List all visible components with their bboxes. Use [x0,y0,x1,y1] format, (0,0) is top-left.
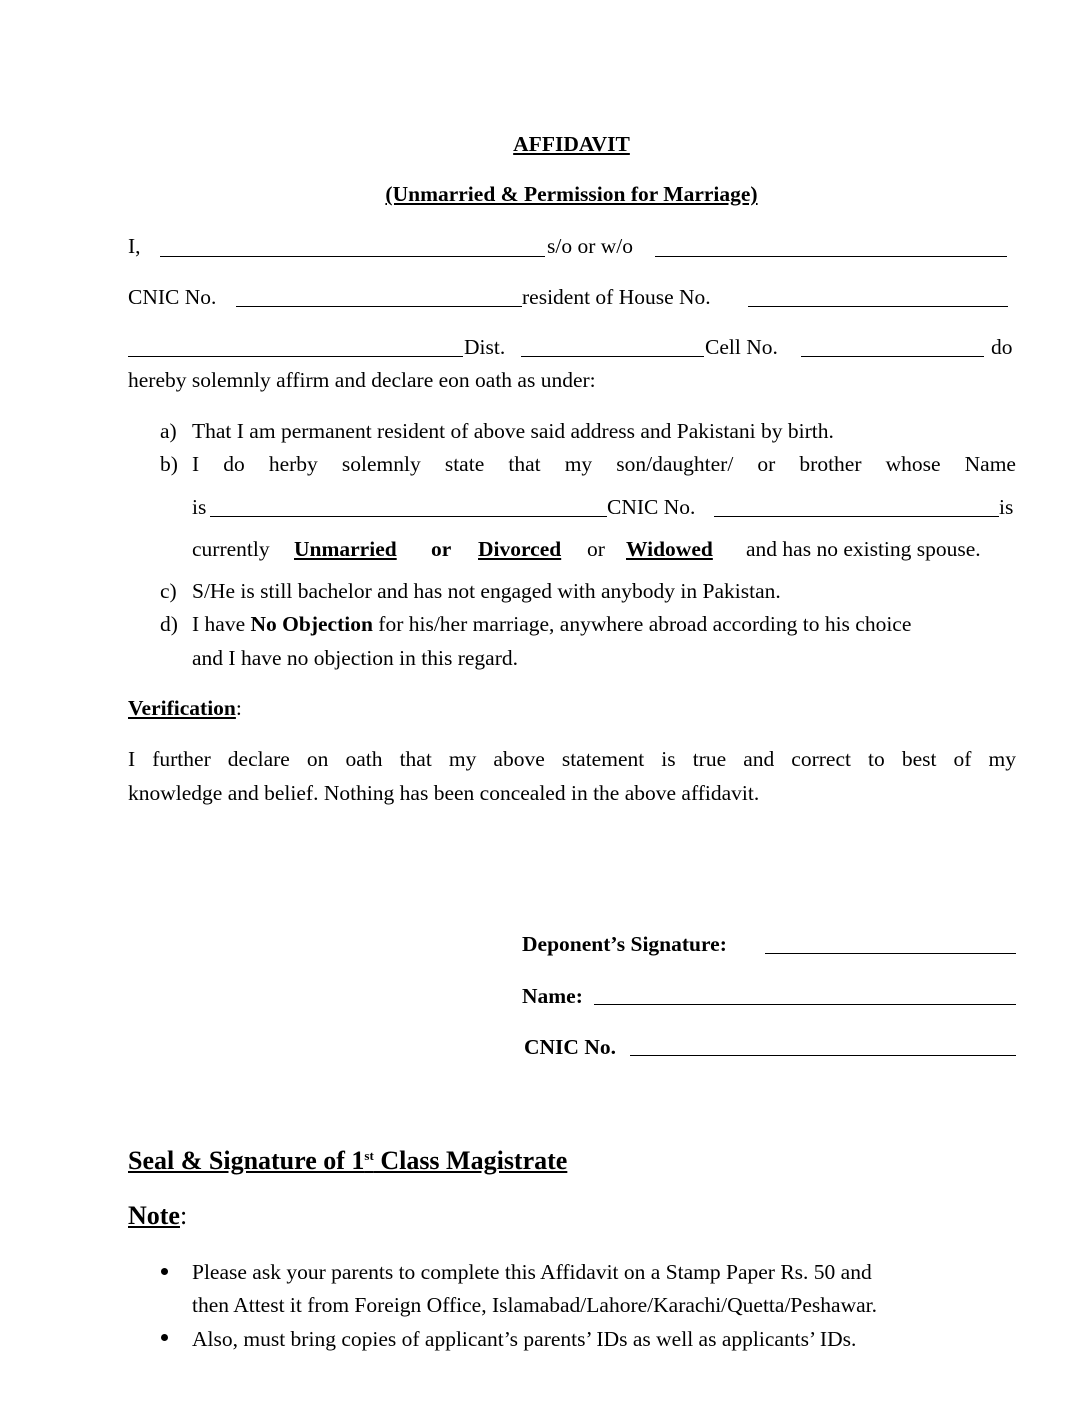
clause-b-word: do [223,452,245,476]
clause-b-is-label-2: is [999,495,1014,519]
verification-heading: Verification [128,696,236,720]
clause-b-word: whose [885,452,941,476]
oath-text: hereby solemnly affirm and declare eon oath as under: [128,368,596,392]
cell-no-blank[interactable] [801,356,984,357]
clause-b-word: my [564,452,593,476]
clause-b-word: son/daughter/ [616,452,734,476]
cnic-label: CNIC No. [128,285,217,309]
bullet-icon [161,1268,168,1275]
note-heading-wrap [128,1201,187,1231]
clause-b-cnic-label: CNIC No. [607,495,696,519]
cell-label: Cell No. [705,335,778,359]
clause-b-currently: currently [192,537,270,561]
name-blank[interactable] [160,256,545,257]
i-label: I, [128,234,141,258]
signature-cnic-label: CNIC No. [524,1035,616,1059]
child-name-blank[interactable] [210,516,607,517]
note-heading: Note [128,1201,180,1230]
clause-d-bold: No Objection [250,612,373,636]
house-no-blank[interactable] [748,306,1008,307]
magistrate-post: Class Magistrate [373,1146,568,1175]
document-subtitle: (Unmarried & Permission for Marriage) [385,182,758,206]
do-label: do [991,335,1013,359]
father-husband-name-blank[interactable] [655,256,1007,257]
verification-line1: I further declare on oath that my above statement is true and correct to best of my [128,747,1016,771]
clause-b-word: I [192,452,200,476]
child-cnic-blank[interactable] [714,516,999,517]
signature-name-blank[interactable] [594,1004,1016,1005]
clause-c-marker: c) [160,579,177,603]
dist-label: Dist. [464,335,506,359]
magistrate-heading [128,1146,567,1176]
resident-label: resident of House No. [522,285,711,309]
district-blank[interactable] [521,356,704,357]
clause-b-is-label: is [192,495,207,519]
clause-b-marker: b) [160,452,178,476]
clause-d-line2: and I have no objection in this regard. [192,646,518,670]
clause-b-word: herby [268,452,318,476]
clause-b-word: or [757,452,776,476]
clause-d-post: for his/her marriage, anywhere abroad according to his choice [372,612,912,636]
address-blank[interactable] [128,356,463,357]
status-or-plain: or [587,537,605,561]
signature-name-label: Name: [522,984,583,1008]
clause-a-text: That I am permanent resident of above said address and Pakistani by birth. [192,419,834,443]
status-widowed[interactable]: Widowed [626,537,713,561]
deponent-signature-label: Deponent’s Signature: [522,932,727,956]
status-or-bold: or [431,537,452,561]
cnic-blank[interactable] [236,306,522,307]
clause-b-line1 [192,451,1016,477]
clause-b-word: state [444,452,485,476]
clause-b-ending: and has no existing spouse. [746,537,981,561]
clause-b-word: brother [799,452,862,476]
clause-d-marker: d) [160,612,178,636]
clause-b-word: solemnly [341,452,421,476]
clause-d-line1 [192,611,911,637]
clause-b-word: Name [964,452,1016,476]
clause-c-text: S/He is still bachelor and has not engaged with anybody in Pakistan. [192,579,781,603]
status-divorced[interactable]: Divorced [478,537,562,561]
verification-line2: knowledge and belief. Nothing has been concealed in the above affidavit. [128,781,760,805]
so-wo-label: s/o or w/o [547,234,633,258]
note-item-2-line1: Also, must bring copies of applicant’s parents’ IDs as well as applicants’ IDs. [192,1327,857,1351]
clause-d-pre: I have [192,612,251,636]
clause-b-word: that [508,452,541,476]
clause-a-marker: a) [160,419,177,443]
verification-heading-wrap [128,695,242,721]
note-item-1-line1: Please ask your parents to complete this Affidavit on a Stamp Paper Rs. 50 and [192,1260,872,1284]
magistrate-sup: st [364,1148,374,1163]
deponent-signature-blank[interactable] [765,953,1016,954]
note-colon: : [179,1201,188,1230]
document-title: AFFIDAVIT [513,132,630,156]
magistrate-pre: Seal & Signature of 1 [128,1146,365,1175]
signature-cnic-blank[interactable] [630,1055,1016,1056]
verification-colon: : [235,696,242,720]
bullet-icon [161,1334,168,1341]
status-unmarried[interactable]: Unmarried [294,537,397,561]
note-item-1-line2: then Attest it from Foreign Office, Islamabad/Lahore/Karachi/Quetta/Peshawar. [192,1293,877,1317]
